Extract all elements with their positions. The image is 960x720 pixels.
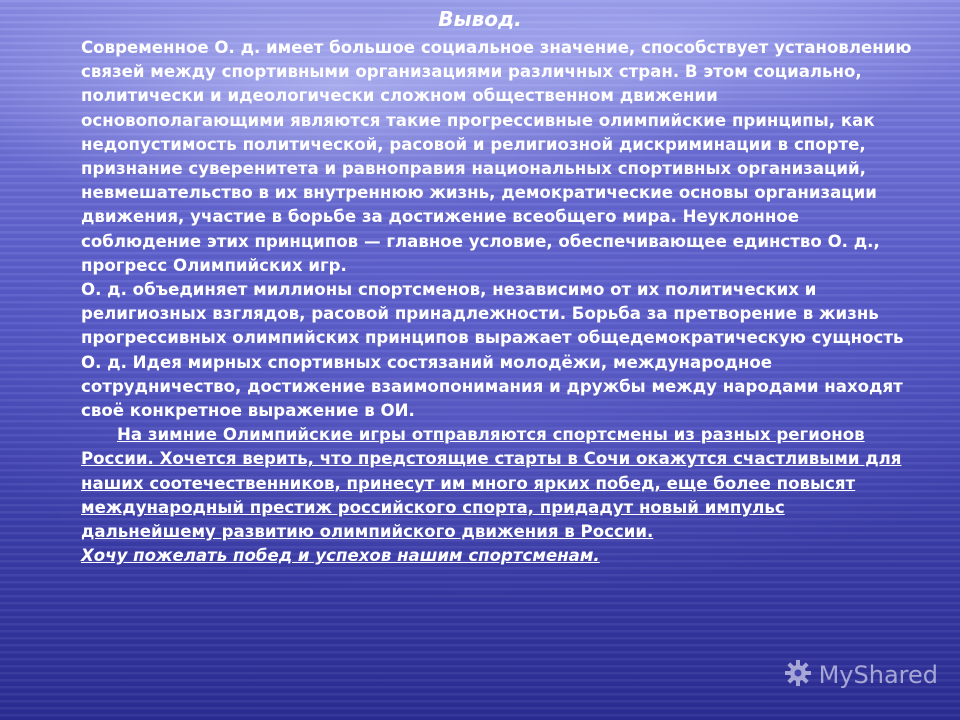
paragraph-4: Хочу пожелать побед и успехов нашим спортсменам.	[81, 546, 600, 566]
watermark-text: MyShared	[818, 661, 938, 689]
gear-icon	[783, 658, 813, 692]
slide-body	[81, 36, 921, 568]
slide-title: Вывод.	[438, 7, 522, 31]
paragraph-3	[81, 423, 921, 544]
paragraph-1: Современное О. д. имеет большое социальное значение, способствует установлению связей между спортивными организациями различных стран. В этом социально, политически и идеологически сложном общественном движении основополагающими являются такие прогрессивные олимпийские принципы, как недопустимость политической, расовой и религиозной дискриминации в спорте, признание суверенитета и равноправия национальных спортивных организаций, невмешательство в их внутреннюю жизнь, демократические основы организации движения, участие в борьбе за достижение всеобщего мира. Неуклонное соблюдение этих принципов — главное условие, обеспечивающее единство О. д., прогресс Олимпийских игр.	[81, 38, 912, 275]
paragraph-2: О. д. объединяет миллионы спортсменов, независимо от их политических и религиозных взглядов, расовой принадлежности. Борьба за претворение в жизнь прогрессивных олимпийских принципов выражает общедемократическую сущность О. д. Идея мирных спортивных состязаний молодёжи, международное сотрудничество, достижение взаимопонимания и дружбы между народами находят своё конкретное выражение в ОИ.	[81, 280, 904, 421]
paragraph-3-text: На зимние Олимпийские игры отправляются спортсмены из разных регионов России. Хочется верить, что предстоящие старты в Сочи окажутся счастливыми для наших соотечественников, принесут им много ярких побед, еще более повысят международный престиж российского спорта, придадут новый импульс дальнейшему развитию олимпийского движения в России.	[81, 425, 902, 542]
watermark	[783, 658, 938, 692]
